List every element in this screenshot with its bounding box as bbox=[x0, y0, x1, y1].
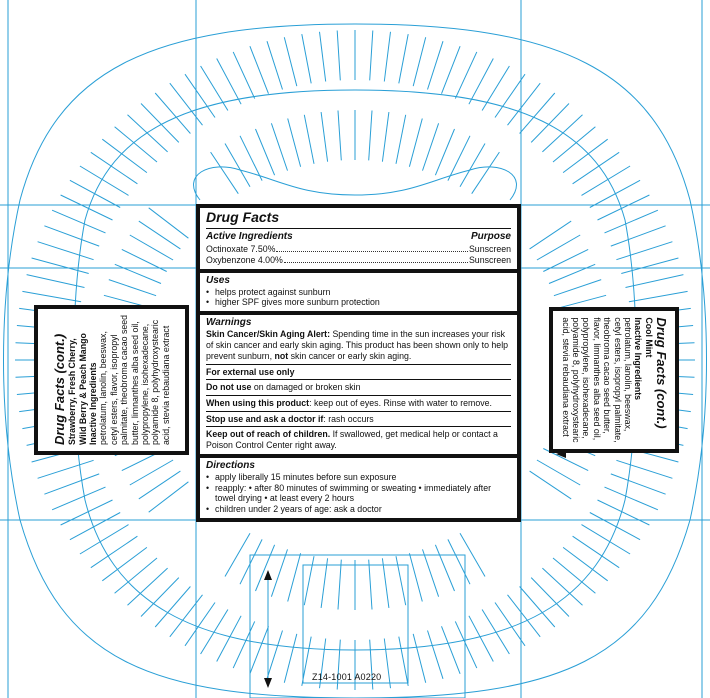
radial-tick bbox=[321, 112, 328, 162]
left-panel-line: petrolatum, lanolin, beeswax, bbox=[97, 331, 108, 446]
radial-tick bbox=[369, 560, 372, 610]
left-panel-flavors-2: Wild Berry & Peach Mango bbox=[77, 333, 88, 446]
stop-use-label: Stop use and ask a doctor if bbox=[206, 413, 324, 424]
ingredient-row bbox=[206, 244, 511, 255]
radial-line bbox=[616, 242, 672, 260]
radial-tick bbox=[396, 115, 406, 164]
radial-line bbox=[115, 127, 157, 162]
radial-line bbox=[542, 115, 582, 152]
radial-line bbox=[267, 631, 283, 679]
radial-line bbox=[413, 634, 426, 683]
radial-tick bbox=[149, 208, 189, 238]
radial-line bbox=[141, 578, 179, 617]
do-not-use-warning bbox=[206, 382, 511, 393]
radial-line bbox=[399, 637, 408, 686]
radial-line bbox=[553, 558, 595, 593]
radial-line bbox=[115, 558, 157, 593]
radial-tick bbox=[382, 558, 389, 608]
warning-divider bbox=[206, 426, 511, 427]
right-panel-line: acid, stevia rebaudiana extract bbox=[560, 317, 571, 437]
skin-alert-text-end: skin cancer or early skin aging. bbox=[288, 350, 412, 361]
directions-item: • reapply: • after 80 minutes of swimming or sweating • immediately after towel drying • at least every 2 hours bbox=[206, 483, 511, 504]
left-panel-line: cetyl esters, flavor, isopropyl bbox=[108, 334, 119, 446]
do-not-use-text: on damaged or broken skin bbox=[251, 382, 361, 393]
right-panel-line: theobroma cacao seed butter, bbox=[602, 317, 613, 434]
radial-tick bbox=[304, 556, 314, 605]
radial-line bbox=[128, 115, 168, 152]
right-panel-line: petrolatum, lanolin, beeswax, bbox=[622, 317, 633, 432]
uses-item: • helps protect against sunburn bbox=[206, 287, 511, 298]
radial-line bbox=[455, 52, 477, 99]
radial-line bbox=[563, 547, 608, 580]
radial-line bbox=[52, 210, 105, 233]
radial-line bbox=[52, 487, 105, 510]
radial-line bbox=[384, 639, 390, 689]
when-using-label: When using this product bbox=[206, 397, 310, 408]
radial-line bbox=[531, 578, 569, 617]
radial-line bbox=[44, 474, 99, 494]
radial-line bbox=[428, 41, 444, 89]
radial-line bbox=[605, 487, 658, 510]
radial-line bbox=[320, 32, 326, 82]
radial-line bbox=[170, 595, 203, 637]
left-panel-line: palmitate, theobroma cacao seed bbox=[118, 314, 129, 446]
section-divider bbox=[200, 269, 517, 273]
leader-dots bbox=[284, 262, 468, 263]
left-inactive-panel bbox=[34, 305, 189, 455]
radial-tick bbox=[382, 112, 389, 162]
radial-tick bbox=[240, 136, 262, 181]
radial-line bbox=[38, 242, 94, 260]
radial-line bbox=[91, 536, 138, 568]
right-inactive-panel bbox=[549, 307, 679, 453]
radial-line bbox=[611, 474, 666, 494]
radial-tick bbox=[530, 471, 572, 499]
right-panel-line: cetyl esters, isopropyl palmitate, bbox=[612, 317, 623, 443]
radial-tick bbox=[554, 280, 601, 296]
radial-line bbox=[605, 210, 658, 233]
radial-tick bbox=[530, 221, 572, 249]
radial-line bbox=[337, 640, 340, 690]
skin-alert-not: not bbox=[274, 350, 289, 361]
right-panel-line: polyamide 8, polyhydroxystearic bbox=[570, 317, 581, 443]
radial-line bbox=[284, 37, 297, 86]
do-not-use-label: Do not use bbox=[206, 382, 252, 393]
radial-line bbox=[508, 595, 541, 637]
radial-line bbox=[563, 139, 608, 172]
left-panel-flavors: Strawberry, Fresh Cherry, bbox=[66, 338, 77, 446]
keep-out-warning bbox=[206, 429, 511, 450]
right-panel-line: flavor, limnanthes alba seed oil, bbox=[591, 317, 602, 441]
radial-line bbox=[616, 460, 672, 478]
radial-tick bbox=[338, 111, 341, 161]
radial-line bbox=[582, 166, 631, 195]
radial-tick bbox=[409, 553, 422, 601]
uses-item: • higher SPF gives more sunburn protection bbox=[206, 297, 511, 308]
left-panel-title: Drug Facts (cont.) bbox=[51, 333, 67, 446]
radial-line bbox=[455, 621, 477, 668]
skin-alert-label: Skin Cancer/Skin Aging Alert: bbox=[206, 329, 330, 340]
radial-line bbox=[442, 46, 461, 93]
warning-divider bbox=[206, 395, 511, 396]
radial-line bbox=[626, 275, 684, 288]
radial-line bbox=[170, 83, 203, 125]
radial-line bbox=[370, 31, 373, 81]
radial-line bbox=[531, 104, 569, 143]
radial-line bbox=[629, 291, 688, 301]
radial-tick bbox=[225, 144, 250, 187]
radial-tick bbox=[338, 560, 341, 610]
external-use-warning: For external use only bbox=[206, 366, 295, 377]
radial-line bbox=[102, 139, 147, 172]
radial-line bbox=[337, 31, 340, 81]
radial-tick bbox=[288, 553, 301, 601]
ingredient-purpose: Sunscreen bbox=[468, 243, 511, 254]
drug-facts-panel bbox=[196, 204, 521, 522]
directions-item: • apply liberally 15 minutes before sun exposure bbox=[206, 472, 511, 483]
section-divider bbox=[200, 311, 517, 315]
keep-out-text: If swallowed, get medical help or contact a Poison Control Center right away. bbox=[206, 429, 498, 451]
stop-use-text: : rash occurs bbox=[323, 413, 374, 424]
radial-tick bbox=[225, 533, 250, 576]
radial-line bbox=[413, 37, 426, 86]
ingredient-row bbox=[206, 255, 511, 266]
radial-tick bbox=[109, 280, 156, 296]
radial-tick bbox=[139, 471, 181, 499]
radial-line bbox=[32, 258, 89, 274]
radial-line bbox=[44, 226, 99, 246]
right-panel-title: Drug Facts (cont.) bbox=[653, 317, 669, 429]
warning-divider bbox=[206, 364, 511, 365]
left-panel-line: polyamide 8, polyhydroxystearic bbox=[149, 319, 160, 446]
when-using-text: : keep out of eyes. Rinse with water to remove. bbox=[309, 397, 492, 408]
radial-line bbox=[250, 626, 269, 674]
radial-line bbox=[102, 547, 147, 580]
radial-line bbox=[185, 603, 215, 646]
radial-tick bbox=[435, 545, 454, 591]
radial-tick bbox=[149, 482, 189, 512]
left-panel-line: acid, stevia rebaudiana extract bbox=[160, 325, 171, 446]
drug-facts-title: Drug Facts bbox=[206, 210, 511, 229]
leader-dots bbox=[276, 251, 467, 252]
skin-alert-text: Spending time in the sun increases your risk of skin cancer and early skin aging. This product has been shown only to help prevent sunburn, bbox=[206, 329, 509, 361]
radial-line bbox=[250, 46, 269, 93]
ingredient-name: Octinoxate 7.50% bbox=[206, 243, 276, 254]
right-panel-inactive-heading: Inactive Ingredients bbox=[633, 317, 644, 401]
stop-use-warning bbox=[206, 414, 511, 425]
uses-heading: Uses bbox=[206, 274, 230, 286]
section-divider bbox=[200, 454, 517, 458]
ingredient-name: Oxybenzone 4.00% bbox=[206, 254, 283, 265]
radial-line bbox=[370, 640, 373, 690]
right-panel-flavor: Cool Mint bbox=[643, 317, 654, 358]
radial-tick bbox=[271, 123, 287, 170]
radial-tick bbox=[460, 144, 485, 187]
radial-line bbox=[27, 275, 85, 288]
radial-line bbox=[80, 166, 129, 195]
radial-tick bbox=[435, 129, 454, 175]
radial-line bbox=[233, 621, 255, 668]
radial-line bbox=[22, 291, 81, 301]
warning-divider bbox=[206, 411, 511, 412]
directions-list bbox=[206, 472, 511, 515]
radial-tick bbox=[240, 539, 262, 584]
left-panel-inactive-heading: Inactive Ingredients bbox=[87, 362, 98, 446]
left-panel-line: polypropylene, isohexadecane, bbox=[139, 323, 150, 446]
product-code: Z14-1001 A0220 bbox=[312, 672, 382, 682]
active-ingredients-header bbox=[206, 231, 511, 243]
radial-line bbox=[302, 34, 311, 83]
uses-list bbox=[206, 287, 511, 308]
radial-line bbox=[621, 258, 678, 274]
radial-line bbox=[267, 41, 283, 89]
ingredient-purpose: Sunscreen bbox=[468, 254, 511, 265]
radial-tick bbox=[423, 123, 439, 170]
radial-tick bbox=[288, 119, 301, 167]
right-panel-line: polypropylene, isohexadecane, bbox=[581, 317, 592, 439]
left-panel-line: butter, limnanthes alba seed oil, bbox=[129, 321, 140, 446]
radial-tick bbox=[448, 539, 470, 584]
radial-line bbox=[553, 127, 595, 162]
directions-heading: Directions bbox=[206, 459, 255, 471]
radial-tick bbox=[256, 129, 275, 175]
radial-line bbox=[399, 34, 408, 83]
radial-line bbox=[91, 152, 138, 184]
radial-tick bbox=[396, 556, 406, 605]
radial-line bbox=[384, 32, 390, 82]
radial-tick bbox=[409, 119, 422, 167]
warnings-heading: Warnings bbox=[206, 317, 252, 329]
radial-tick bbox=[271, 549, 287, 596]
radial-line bbox=[573, 536, 620, 568]
active-ingredients-heading: Active Ingredients bbox=[206, 231, 293, 243]
radial-tick bbox=[321, 558, 328, 608]
radial-tick bbox=[549, 264, 595, 283]
directions-item: • children under 2 years of age: ask a doctor bbox=[206, 504, 511, 515]
radial-tick bbox=[369, 111, 372, 161]
radial-tick bbox=[448, 136, 470, 181]
radial-line bbox=[141, 104, 179, 143]
radial-tick bbox=[304, 115, 314, 164]
radial-line bbox=[428, 631, 444, 679]
radial-line bbox=[38, 460, 94, 478]
radial-tick bbox=[423, 549, 439, 596]
arrow-up-icon bbox=[264, 570, 272, 580]
radial-line bbox=[185, 74, 215, 117]
keep-out-label: Keep out of reach of children. bbox=[206, 429, 331, 440]
skin-cancer-alert bbox=[206, 329, 511, 361]
radial-tick bbox=[115, 264, 161, 283]
radial-tick bbox=[256, 545, 275, 591]
radial-line bbox=[573, 152, 620, 184]
arrow-down-icon bbox=[264, 678, 272, 688]
warning-divider bbox=[206, 379, 511, 380]
purpose-heading: Purpose bbox=[470, 231, 511, 243]
top-notch-dieline bbox=[194, 167, 517, 200]
radial-line bbox=[508, 83, 541, 125]
radial-line bbox=[611, 226, 666, 246]
radial-line bbox=[233, 52, 255, 99]
radial-line bbox=[284, 634, 297, 683]
radial-line bbox=[442, 626, 461, 674]
when-using-warning bbox=[206, 398, 511, 409]
radial-tick bbox=[139, 221, 181, 249]
